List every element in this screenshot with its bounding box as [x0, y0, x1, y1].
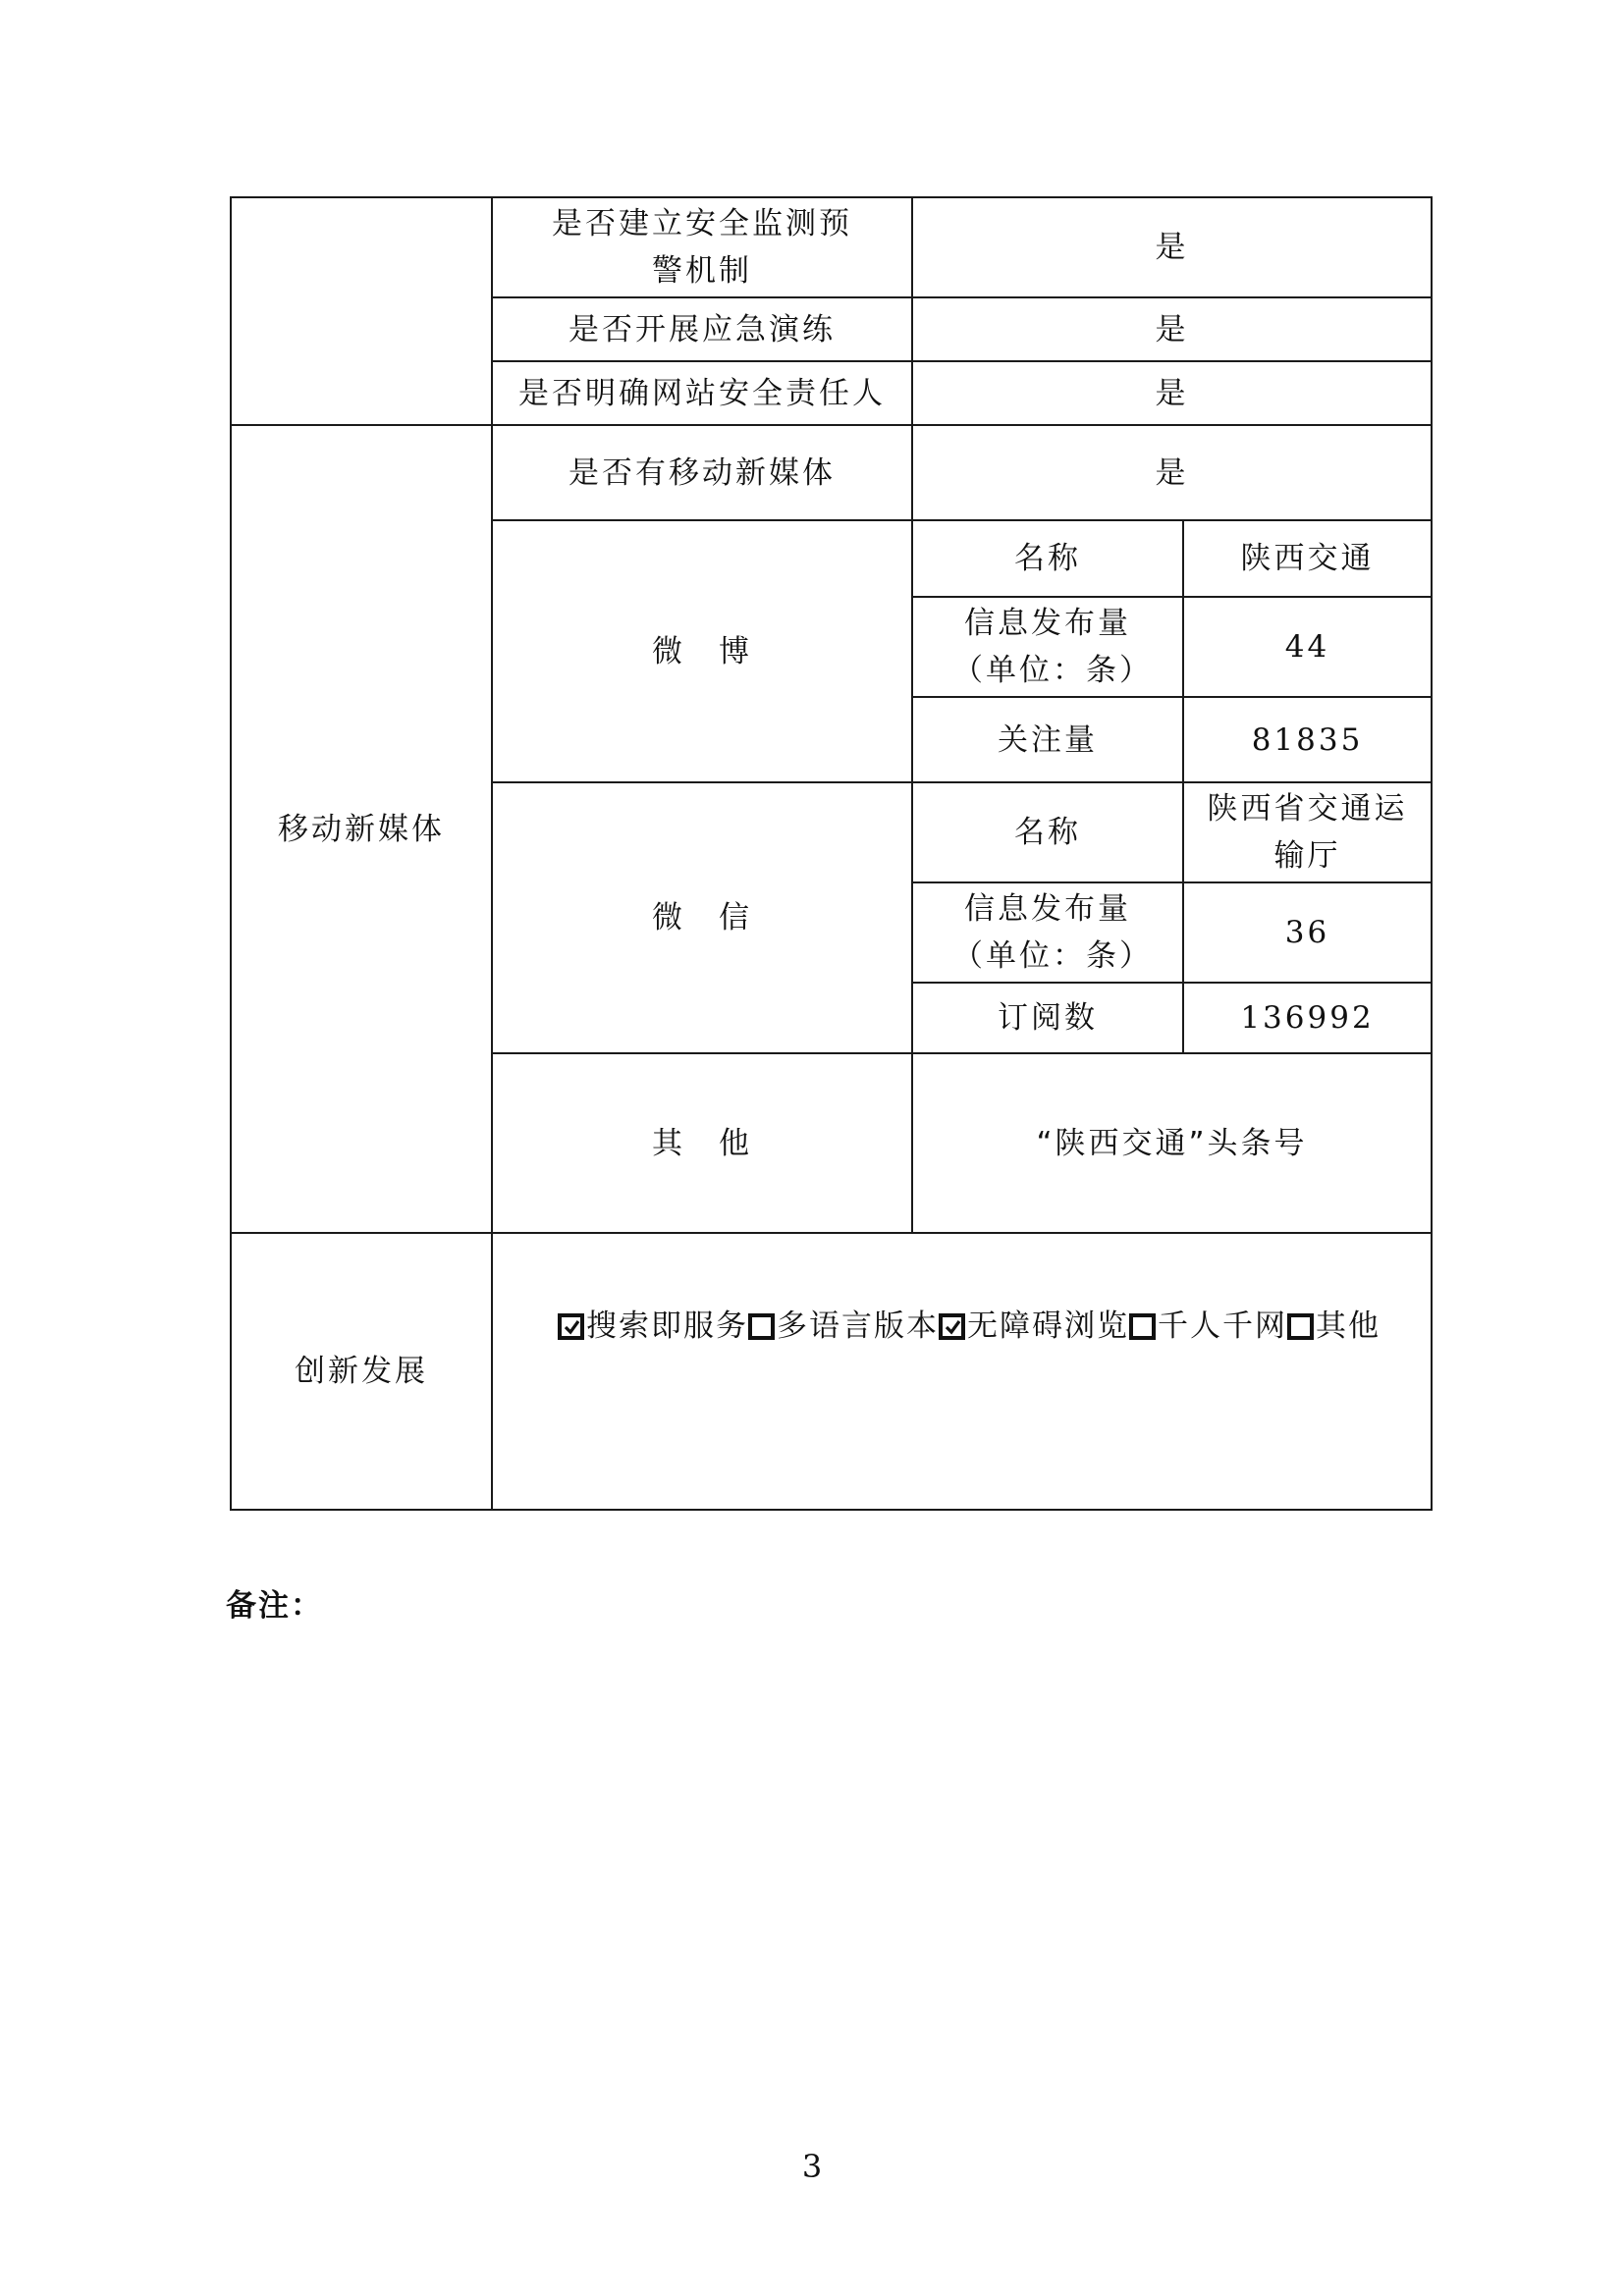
weibo-name-value: 陕西交通 [1183, 520, 1432, 597]
checkbox-empty-icon [1287, 1313, 1314, 1340]
table-row [231, 1233, 1432, 1510]
option-label: 无障碍浏览 [967, 1308, 1129, 1344]
checkbox-empty-icon [748, 1313, 775, 1340]
option-personalized [1129, 1303, 1287, 1350]
weibo-posts-value: 44 [1183, 597, 1432, 697]
wechat-posts-value: 36 [1183, 882, 1432, 983]
other-value: “陕西交通”头条号 [912, 1053, 1432, 1233]
weibo-label: 微 博 [492, 520, 912, 782]
weibo-followers-label: 关注量 [912, 697, 1183, 782]
drill-value: 是 [912, 297, 1432, 361]
drill-label: 是否开展应急演练 [492, 297, 912, 361]
innovation-label: 创新发展 [231, 1233, 492, 1510]
innovation-options [492, 1233, 1432, 1510]
table-row [231, 425, 1432, 520]
has-mobile-value: 是 [912, 425, 1432, 520]
option-search-service [558, 1303, 748, 1350]
report-table [230, 196, 1433, 1511]
wechat-subscribers-value: 136992 [1183, 983, 1432, 1053]
wechat-name-label: 名称 [912, 782, 1183, 882]
option-accessibility [939, 1303, 1129, 1350]
table-row [231, 197, 1432, 297]
innovation-options-line [558, 1303, 1431, 1354]
monitoring-value: 是 [912, 197, 1432, 297]
option-label: 多语言版本 [777, 1308, 939, 1344]
option-label: 其他 [1316, 1308, 1380, 1344]
other-label: 其 他 [492, 1053, 912, 1233]
option-multilingual [748, 1303, 939, 1350]
weibo-name-label: 名称 [912, 520, 1183, 597]
wechat-subscribers-label: 订阅数 [912, 983, 1183, 1053]
page-number: 3 [801, 2148, 823, 2185]
weibo-followers-value: 81835 [1183, 697, 1432, 782]
wechat-posts-label: 信息发布量（单位：条） [912, 882, 1183, 983]
option-label: 千人千网 [1158, 1308, 1287, 1344]
remarks-label: 备注： [226, 1588, 323, 1624]
monitoring-label: 是否建立安全监测预警机制 [492, 197, 912, 297]
has-mobile-label: 是否有移动新媒体 [492, 425, 912, 520]
wechat-name-value: 陕西省交通运输厅 [1183, 782, 1432, 882]
mobile-section-label: 移动新媒体 [231, 425, 492, 1233]
option-other [1287, 1303, 1380, 1350]
checkbox-checked-icon [558, 1313, 584, 1340]
wechat-label: 微 信 [492, 782, 912, 1053]
responsible-label: 是否明确网站安全责任人 [492, 361, 912, 425]
weibo-posts-label: 信息发布量（单位：条） [912, 597, 1183, 697]
security-section-cell [231, 197, 492, 425]
checkbox-checked-icon [939, 1313, 965, 1340]
responsible-value: 是 [912, 361, 1432, 425]
checkbox-empty-icon [1129, 1313, 1156, 1340]
option-label: 搜索即服务 [586, 1308, 748, 1344]
